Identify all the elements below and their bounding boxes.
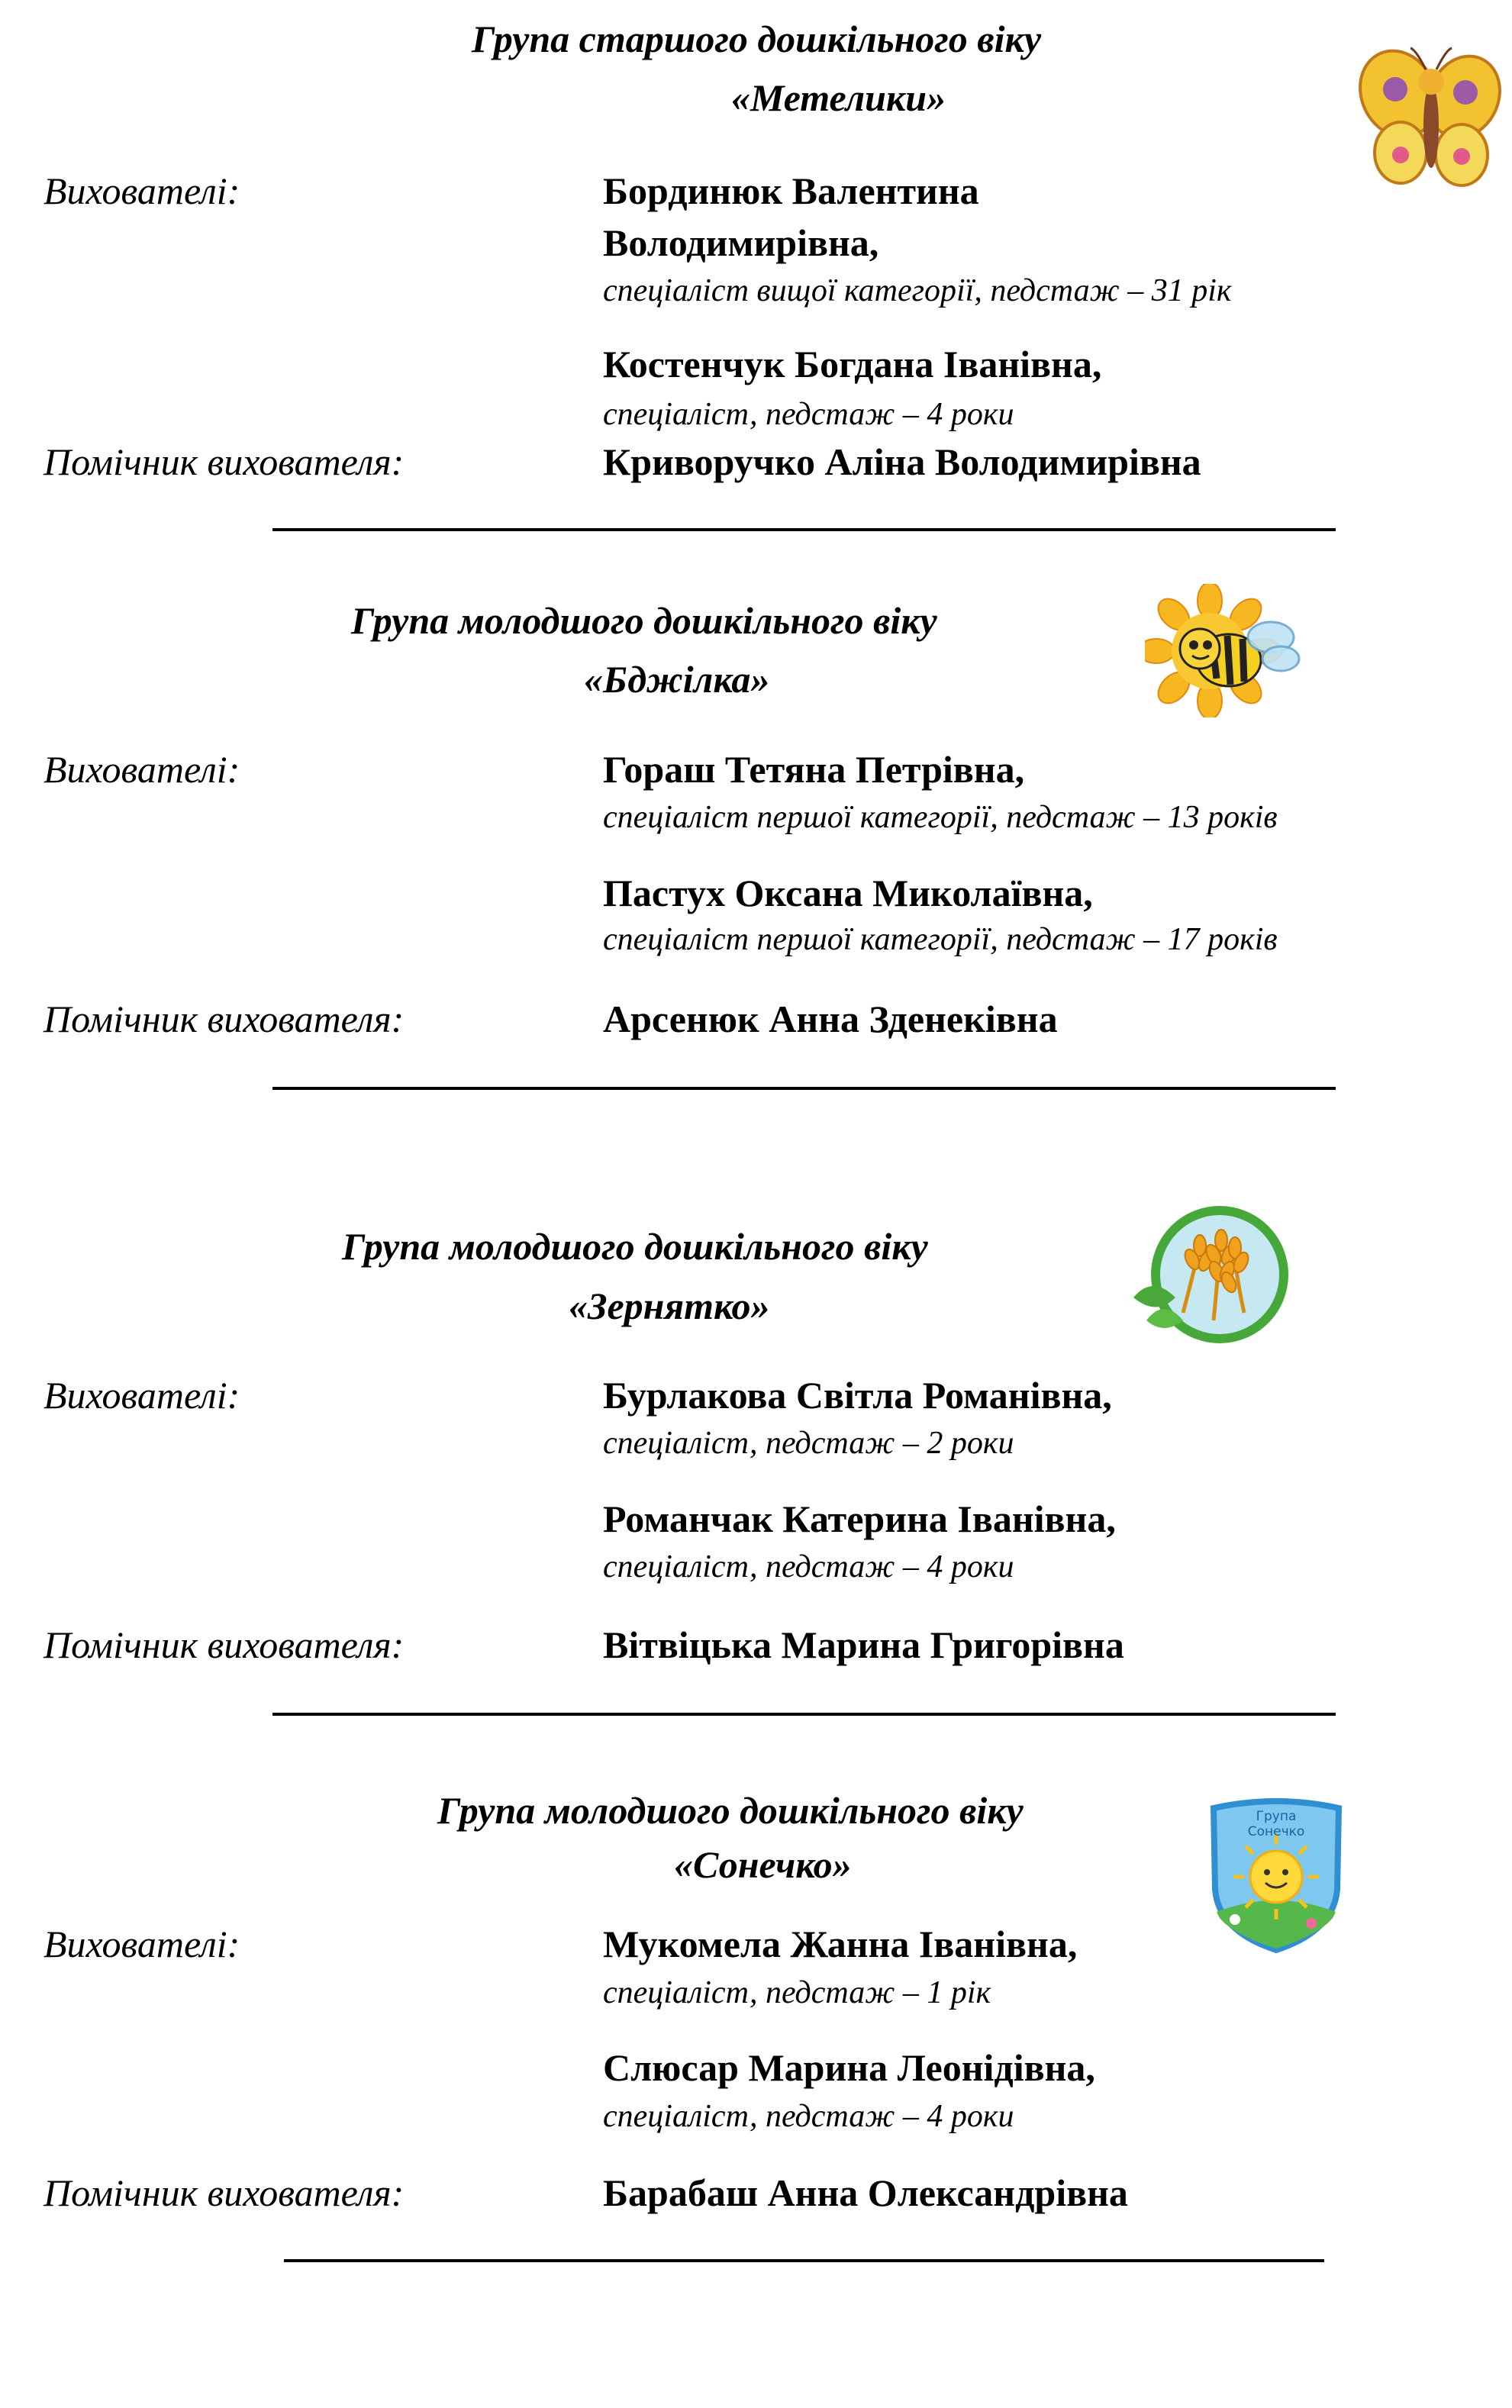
teacher-qualification: спеціаліст, педстаж – 1 рік	[603, 1975, 991, 2010]
teacher-name: Бординюк Валентина	[603, 169, 979, 212]
badge-text: Сонечко	[1247, 1824, 1305, 1839]
teacher-name: Костенчук Богдана Іванівна,	[603, 343, 1102, 385]
teacher-name: Гораш Тетяна Петрівна,	[603, 748, 1025, 791]
section-divider	[284, 2259, 1324, 2262]
sun-badge-icon	[1204, 1797, 1348, 1954]
teacher-name: Володимирівна,	[603, 221, 879, 264]
group-name: «Сонечко»	[674, 1843, 852, 1886]
teacher-qualification: спеціаліст першої категорії, педстаж – 13 років	[603, 800, 1278, 835]
teacher-qualification: спеціаліст вищої категорії, педстаж – 31 рік	[603, 273, 1232, 308]
section-divider	[272, 1713, 1336, 1716]
teachers-label: Вихователі:	[44, 169, 240, 212]
teachers-label: Вихователі:	[44, 1374, 240, 1417]
group-name: «Бджілка»	[584, 658, 770, 701]
teacher-name: Мукомела Жанна Іванівна,	[603, 1923, 1078, 1965]
teacher-name: Романчак Катерина Іванівна,	[603, 1497, 1116, 1540]
group-title: Група старшого дошкільного віку	[472, 18, 1042, 60]
teacher-name: Пастух Оксана Миколаївна,	[603, 872, 1093, 914]
group-title: Група молодшого дошкільного віку	[351, 599, 937, 642]
teachers-label: Вихователі:	[44, 1923, 240, 1965]
group-name: «Зернятко»	[569, 1285, 770, 1327]
teacher-name: Бурлакова Світла Романівна,	[603, 1374, 1112, 1417]
assistant-name: Криворучко Аліна Володимирівна	[603, 440, 1201, 483]
teacher-qualification: спеціаліст, педстаж – 2 роки	[603, 1426, 1014, 1461]
teacher-qualification: спеціаліст, педстаж – 4 роки	[603, 1549, 1014, 1584]
assistant-label: Помічник вихователя:	[44, 1623, 405, 1666]
section-divider	[272, 1087, 1336, 1090]
teacher-name: Слюсар Марина Леонідівна,	[603, 2046, 1095, 2089]
wheat-icon	[1130, 1206, 1291, 1347]
bee-sunflower-icon	[1145, 584, 1313, 717]
group-name: «Метелики»	[731, 76, 946, 119]
teacher-qualification: спеціаліст першої категорії, педстаж – 17 років	[603, 922, 1278, 957]
teacher-qualification: спеціаліст, педстаж – 4 роки	[603, 397, 1014, 432]
butterfly-icon	[1359, 42, 1504, 195]
teacher-qualification: спеціаліст, педстаж – 4 роки	[603, 2099, 1014, 2134]
group-title: Група молодшого дошкільного віку	[437, 1789, 1024, 1832]
assistant-name: Вітвіцька Марина Григорівна	[603, 1623, 1124, 1666]
assistant-label: Помічник вихователя:	[44, 998, 405, 1040]
section-divider	[272, 528, 1336, 531]
assistant-name: Барабаш Анна Олександрівна	[603, 2171, 1128, 2214]
assistant-name: Арсенюк Анна Зденеківна	[603, 998, 1058, 1040]
badge-text: Група	[1256, 1809, 1297, 1824]
assistant-label: Помічник вихователя:	[44, 2171, 405, 2214]
assistant-label: Помічник вихователя:	[44, 440, 405, 483]
group-title: Група молодшого дошкільного віку	[342, 1225, 928, 1268]
teachers-label: Вихователі:	[44, 748, 240, 791]
